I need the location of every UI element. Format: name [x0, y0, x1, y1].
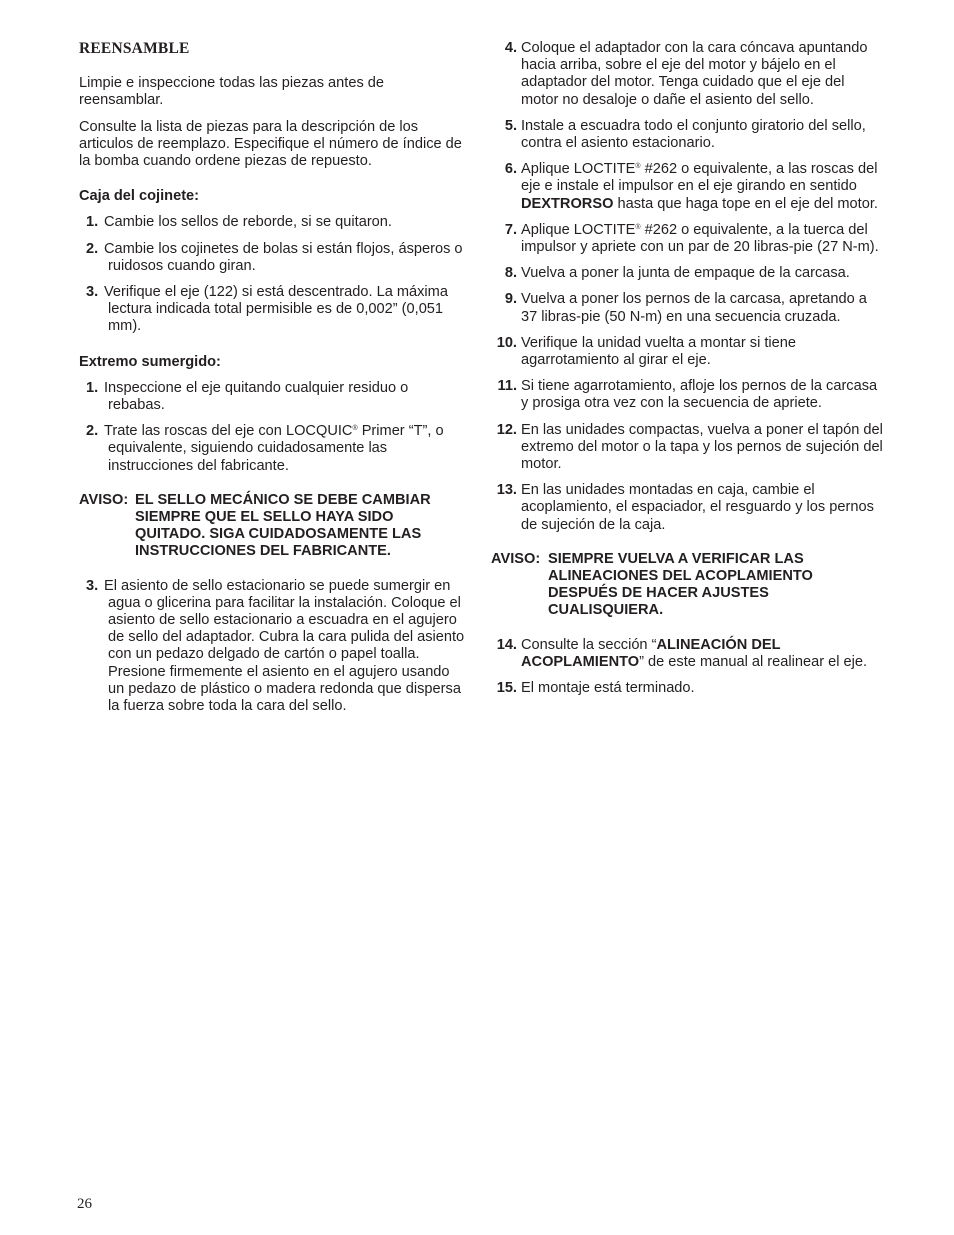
intro-paragraph: Limpie e inspeccione todas las piezas antes de reensamblar. — [79, 75, 385, 109]
item-text: Instale a escuadra todo el conjunto giratorio del sello, contra el asiento estacionario. — [521, 117, 866, 152]
notice-text: SIEMPRE VUELVA A VERIFICAR LAS ALINEACIONES DEL ACOPLAMIENTO DESPUÉS DE HACER AJUSTES CUALISQUIERA. — [548, 550, 813, 619]
item-number: 2. — [86, 240, 99, 257]
intro-paragraph: Consulte la lista de piezas para la descripción de los articulos de reemplazo. Especifique el número de índice de la bomba cuando ordene piezas de repuesto. — [79, 118, 462, 170]
item-text: Inspeccione el eje quitando cualquier residuo o rebabas. — [104, 379, 409, 414]
list-item — [79, 214, 467, 231]
item-number: 8. — [504, 265, 517, 282]
item-text: Verifique la unidad vuelta a montar si tiene agarrotamiento al girar el eje. — [521, 334, 797, 369]
item-number: 3. — [86, 284, 99, 301]
item-text: Aplique LOCTITE® #262 o equivalente, a la tuerca del impulsor y apriete con un par de 20 libras-pie (27 N-m). — [521, 221, 879, 256]
page-number: 26 — [77, 1196, 92, 1212]
item-number: 6. — [504, 161, 517, 178]
item-text: Vuelva a poner los pernos de la carcasa, apretando a 37 libras-pie (50 N-m) en una secuencia cruzada. — [521, 291, 867, 325]
item-number: 9. — [504, 291, 517, 308]
bearing-housing-heading: Caja del cojinete: — [79, 188, 200, 205]
item-text: Cambie los sellos de reborde, si se quitaron. — [104, 214, 392, 231]
item-number: 1. — [86, 214, 99, 231]
item-number: 13. — [496, 482, 517, 499]
item-text: Trate las roscas del eje con LOCQUIC® Primer “T”, o equivalente, siguiendo cuidadosamente las instrucciones del fabricante. — [104, 423, 444, 474]
notice-block — [491, 551, 883, 620]
right-column — [491, 40, 883, 706]
item-number: 3. — [86, 577, 99, 594]
list-item — [491, 422, 883, 474]
list-item — [79, 423, 467, 475]
list-item — [491, 378, 883, 412]
left-column — [79, 40, 467, 724]
wet-end-heading: Extremo sumergido: — [79, 353, 221, 370]
item-text: En las unidades montadas en caja, cambie el acoplamiento, el espaciador, el resguardo y los pernos de sujeción de la caja. — [521, 482, 874, 533]
item-number: 12. — [496, 421, 517, 438]
item-number: 10. — [496, 334, 517, 351]
item-number: 2. — [86, 423, 99, 440]
list-item — [79, 241, 467, 275]
item-number: 1. — [86, 379, 99, 396]
list-item — [491, 680, 883, 697]
section-title: REENSAMBLE — [79, 40, 190, 57]
item-text: Coloque el adaptador con la cara cóncava apuntando hacia arriba, sobre el eje del motor y bájelo en el adaptador del motor. Tenga cuidado que el eje del motor no desaloje o dañe el asiento del sello. — [521, 40, 868, 108]
item-text: El asiento de sello estacionario se puede sumergir en agua o glicerina para facilitar la instalación. Coloque el asiento de sello estacionario a escuadra en el agujero de sello del adaptador. Cubra la cara pulida del asiento con un pedazo delgado de cartón o papel toalla. Presione firmemente el asiento en el agujero usando un pedazo de plástico o madera redonda que dispersa la fuerza sobre toda la cara del sello. — [104, 577, 465, 715]
list-item — [491, 161, 883, 213]
list-item — [491, 335, 883, 369]
list-item — [491, 265, 883, 282]
notice-label: AVISO: — [491, 550, 541, 567]
item-number: 11. — [497, 378, 517, 395]
item-text: En las unidades compactas, vuelva a poner el tapón del extremo del motor o la tapa y los pernos de sujeción del motor. — [521, 421, 883, 473]
item-number: 4. — [504, 40, 517, 56]
item-number: 14. — [496, 636, 517, 653]
item-text: Cambie los cojinetes de bolas si están flojos, ásperos o ruidosos cuando giran. — [104, 240, 463, 274]
list-item — [491, 291, 883, 325]
item-text: Si tiene agarrotamiento, afloje los pernos de la carcasa y prosiga otra vez con la secuencia de apriete. — [521, 378, 878, 412]
notice-text: EL SELLO MECÁNICO SE DEBE CAMBIAR SIEMPRE QUE EL SELLO HAYA SIDO QUITADO. SIGA CUIDADOSAMENTE LAS INSTRUCCIONES DEL FABRICANTE. — [135, 491, 431, 560]
item-text: Vuelva a poner la junta de empaque de la carcasa. — [521, 265, 850, 282]
item-number: 5. — [504, 117, 517, 134]
list-item — [491, 482, 883, 534]
list-item — [491, 637, 883, 671]
notice-block — [79, 492, 467, 561]
list-item — [491, 118, 883, 152]
item-text: El montaje está terminado. — [521, 680, 695, 697]
list-item — [79, 284, 467, 336]
item-text: Consulte la sección “ALINEACIÓN DEL ACOPLAMIENTO” de este manual al realinear el eje. — [521, 636, 868, 670]
list-item — [79, 380, 467, 414]
list-item — [491, 222, 883, 256]
item-text: Aplique LOCTITE® #262 o equivalente, a las roscas del eje e instale el impulsor en el eje girando en sentido DEXTRORSO hasta que haga tope en el eje del motor. — [521, 161, 878, 212]
list-item — [79, 578, 467, 716]
item-number: 15. — [496, 680, 517, 697]
item-text: Verifique el eje (122) si está descentrado. La máxima lectura indicada total permisible es de 0,002” (0,051 mm). — [104, 284, 448, 335]
notice-label: AVISO: — [79, 491, 129, 508]
item-number: 7. — [504, 221, 517, 238]
list-item — [491, 40, 883, 109]
